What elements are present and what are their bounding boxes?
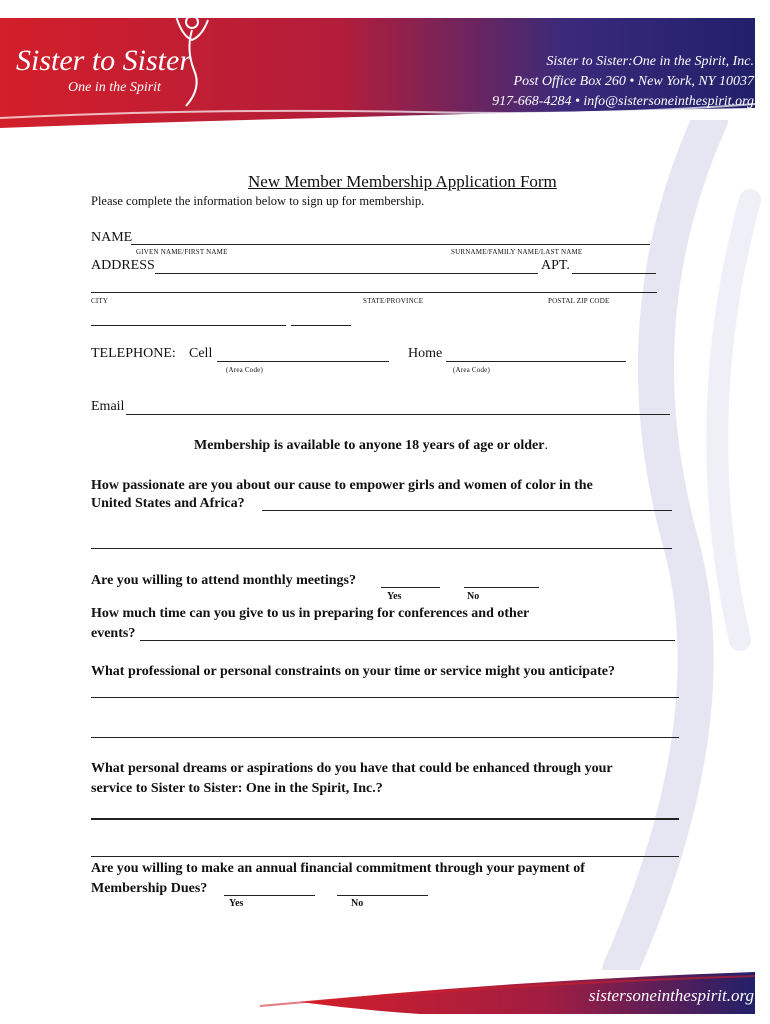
dreams-answer-line-2[interactable] <box>91 856 679 857</box>
eligibility-text: Membership is available to anyone 18 years of age or older <box>194 438 545 453</box>
meetings-yes-line[interactable] <box>381 587 440 588</box>
dreams-answer-line-1[interactable] <box>91 818 679 820</box>
apt-label: APT. <box>541 258 570 273</box>
state-caption: STATE/PROVINCE <box>363 297 424 305</box>
q-dreams-line-1: What personal dreams or aspirations do you have that could be enhanced through your <box>91 761 613 776</box>
q-meetings: Are you willing to attend monthly meetings? <box>91 573 356 588</box>
meetings-no-label: No <box>467 591 480 602</box>
passion-answer-line-1[interactable] <box>262 510 672 511</box>
org-contact: 917-668-4284 • info@sistersoneinthespirit.org <box>492 94 754 109</box>
meetings-no-line[interactable] <box>464 587 539 588</box>
cell-label: Cell <box>189 346 213 361</box>
eligibility-note <box>194 436 548 456</box>
org-info <box>394 52 754 112</box>
org-name: Sister to Sister:One in the Spirit, Inc. <box>546 54 754 69</box>
q-dreams-line-2: service to Sister to Sister: One in the Spirit, Inc.? <box>91 781 383 796</box>
eligibility-period: . <box>544 438 548 453</box>
dues-no-line[interactable] <box>337 895 428 896</box>
q-dues-line-1: Are you willing to make an annual financial commitment through your payment of <box>91 861 585 876</box>
home-area-code-caption: (Area Code) <box>453 366 490 374</box>
given-name-caption: GIVEN NAME/FIRST NAME <box>136 248 228 256</box>
dues-no-label: No <box>351 898 364 909</box>
q-time-line-2: events? <box>91 626 136 641</box>
extra-line-1[interactable] <box>91 325 286 326</box>
telephone-label: TELEPHONE: <box>91 346 176 361</box>
name-line[interactable] <box>131 244 650 245</box>
extra-line-2[interactable] <box>291 325 351 326</box>
home-label: Home <box>408 346 443 361</box>
cell-phone-line[interactable] <box>217 361 389 362</box>
logo <box>16 40 216 110</box>
q-passion-line-1: How passionate are you about our cause to empower girls and women of color in the <box>91 478 593 493</box>
home-phone-line[interactable] <box>446 361 626 362</box>
form-intro: Please complete the information below to sign up for membership. <box>91 194 425 208</box>
q-dues-line-2: Membership Dues? <box>91 881 208 896</box>
dues-yes-line[interactable] <box>224 895 315 896</box>
apt-line[interactable] <box>572 273 656 274</box>
email-line[interactable] <box>126 414 670 415</box>
q-constraints: What professional or personal constraints on your time or service might you anticipate? <box>91 664 615 679</box>
logo-main-text: Sister to Sister <box>16 44 192 77</box>
logo-sub-text: One in the Spirit <box>68 80 161 95</box>
passion-answer-line-2[interactable] <box>91 548 672 549</box>
form-title: New Member Membership Application Form <box>248 172 557 191</box>
surname-caption: SURNAME/FAMILY NAME/LAST NAME <box>451 248 583 256</box>
address-line[interactable] <box>155 273 538 274</box>
zip-caption: POSTAL ZIP CODE <box>548 297 610 305</box>
cell-area-code-caption: (Area Code) <box>226 366 263 374</box>
meetings-yes-label: Yes <box>387 591 402 602</box>
constraints-answer-line-1[interactable] <box>91 697 679 698</box>
city-state-zip-line[interactable] <box>91 292 657 293</box>
constraints-answer-line-2[interactable] <box>91 737 679 738</box>
name-label: NAME <box>91 230 133 245</box>
q-time-line-1: How much time can you give to us in preparing for conferences and other <box>91 606 530 621</box>
q-passion-line-2: United States and Africa? <box>91 496 245 511</box>
decorative-swirl <box>560 120 770 970</box>
footer-website[interactable]: sistersoneinthespirit.org <box>588 986 754 1005</box>
dues-yes-label: Yes <box>229 898 244 909</box>
city-caption: CITY <box>91 297 109 305</box>
time-answer-line[interactable] <box>140 640 675 641</box>
address-label: ADDRESS <box>91 258 155 273</box>
org-address: Post Office Box 260 • New York, NY 10037 <box>513 74 754 89</box>
email-label: Email <box>91 399 125 414</box>
